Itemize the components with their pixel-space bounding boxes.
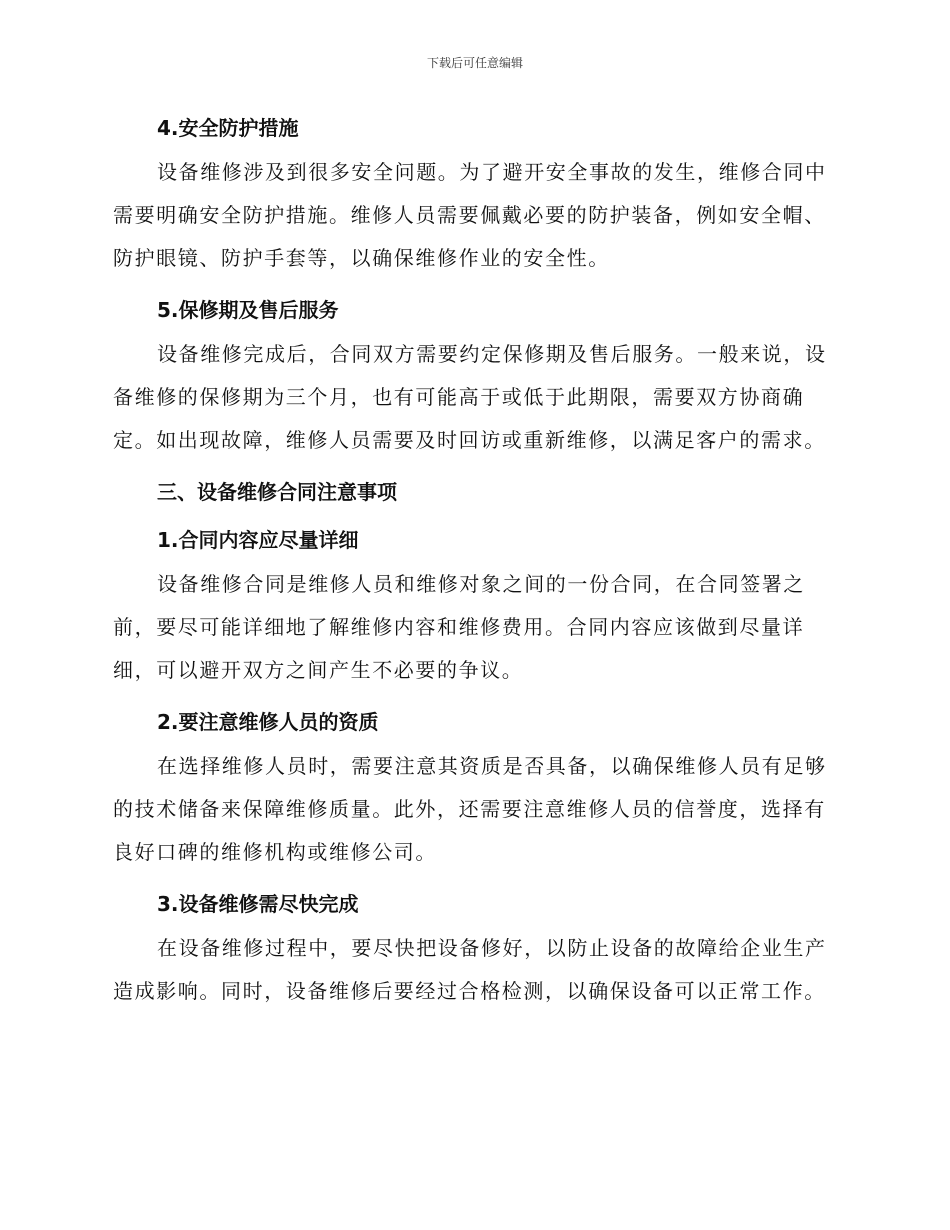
section-paragraph-timely: 在设备维修过程中，要尽快把设备修好，以防止设备的故障给企业生产造成影响。同时，设备维修后要经过合格检测，以确保设备可以正常工作。	[113, 936, 827, 1003]
header-note: 下载后可任意编辑	[426, 56, 523, 70]
document-body	[113, 110, 831, 1013]
section-paragraph-safety: 设备维修涉及到很多安全问题。为了避开安全事故的发生，维修合同中需要明确安全防护措施。维修人员需要佩戴必要的防护装备，例如安全帽、防护眼镜、防护手套等，以确保维修作业的安全性。	[113, 160, 827, 270]
section-heading-safety: 4.安全防护措施	[157, 116, 299, 140]
section-paragraph-qualification: 在选择维修人员时，需要注意其资质是否具备，以确保维修人员有足够的技术储备来保障维修质量。此外，还需要注意维修人员的信誉度，选择有良好口碑的维修机构或维修公司。	[113, 754, 827, 864]
section-heading-warranty: 5.保修期及售后服务	[157, 298, 339, 322]
section-heading-qualification: 2.要注意维修人员的资质	[157, 710, 379, 734]
section-heading-detail: 1.合同内容应尽量详细	[157, 528, 359, 552]
section-paragraph-detail: 设备维修合同是维修人员和维修对象之间的一份合同，在合同签署之前，要尽可能详细地了解维修内容和维修费用。合同内容应该做到尽量详细，可以避开双方之间产生不必要的争议。	[113, 572, 805, 682]
chapter-heading-notes: 三、设备维修合同注意事项	[157, 480, 397, 504]
section-paragraph-warranty: 设备维修完成后，合同双方需要约定保修期及售后服务。一般来说，设备维修的保修期为三个月，也有可能高于或低于此期限，需要双方协商确定。如出现故障，维修人员需要及时回访或重新维修，以满足客户的需求。	[113, 342, 827, 452]
section-heading-timely: 3.设备维修需尽快完成	[157, 892, 359, 916]
